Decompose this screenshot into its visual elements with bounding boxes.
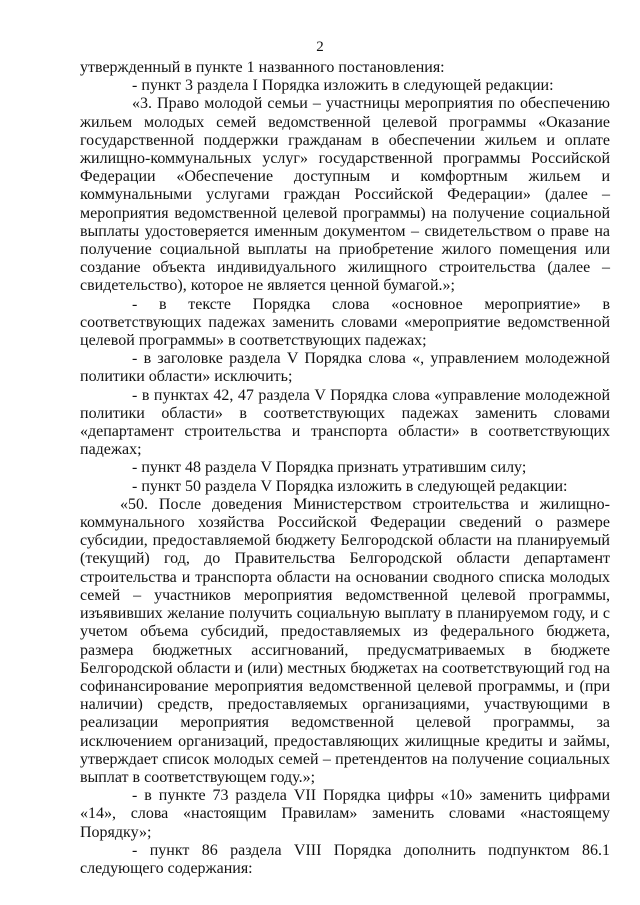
page-number: 2	[316, 39, 324, 55]
paragraph-items-42-47: - в пунктах 42, 47 раздела V Порядка слова «управление молодежной политики области» в соответствующих падежах заменить словами «департамент строительства и транспорта области» в соответствующих падежах;	[80, 386, 610, 459]
paragraph-item-48: - пункт 48 раздела V Порядка признать утратившим силу;	[132, 459, 527, 477]
paragraph-item-50: - пункт 50 раздела V Порядка изложить в следующей редакции:	[132, 477, 568, 495]
paragraph-item-73: - в пункте 73 раздела VII Порядка цифры «10» заменить цифрами «14», слова «настоящим Правилам» заменить словами «настоящему Порядку»;	[80, 787, 610, 841]
paragraph-quote-3: «3. Право молодой семьи – участницы мероприятия по обеспечению жильем молодых семей ведомственной целевой программы «Оказание государственной поддержки гражданам в обеспечении жильем и оплате жилищно-коммунальных услуг» государственной программы Российской Федерации «Обеспечение доступным и комфортным жильем и коммунальными услугами граждан Российской Федерации» (далее – мероприятия ведомственной целевой программы) на получение социальной выплаты удостоверяется именным документом – свидетельством о праве на получение социальной выплаты на приобретение жилого помещения или создание объекта индивидуального жилищного строительства (далее – свидетельство), которое не является ценной бумагой.»;	[80, 95, 610, 295]
paragraph-continuation: утвержденный в пункте 1 названного постановления:	[80, 59, 445, 76]
paragraph-item-3: - пункт 3 раздела I Порядка изложить в следующей редакции:	[132, 77, 554, 95]
paragraph-item-86: - пункт 86 раздела VIII Порядка дополнить подпунктом 86.1 следующего содержания:	[80, 841, 610, 877]
paragraph-heading-v: - в заголовке раздела V Порядка слова «, управлением молодежной политики области» исключить;	[80, 350, 610, 386]
document-body	[80, 59, 610, 878]
paragraph-quote-50: «50. После доведения Министерством строительства и жилищно-коммунального хозяйства Российской Федерации сведений о размере субсидии, предоставляемой бюджету Белгородской области на планируемый (текущий) год, до Правительства Белгородской области департамент строительства и транспорта области на основании сводного списка молодых семей – участников мероприятия ведомственной целевой программы, изъявивших желание получить социальную выплату в планируемом году, и с учетом объема субсидий, предоставляемых из федерального бюджета, размера бюджетных ассигнований, предусматриваемых в бюджете Белгородской области и (или) местных бюджетах на соответствующий год на софинансирование мероприятия ведомственной целевой программы, и (при наличии) средств, предоставляемых организациями, участвующими в реализации мероприятия ведомственной целевой программы, за исключением организаций, предоставляющих жилищные кредиты и займы, утверждает список молодых семей – претендентов на получение социальных выплат в соответствующем году.»;	[80, 495, 610, 786]
paragraph-replace-words: - в тексте Порядка слова «основное мероприятие» в соответствующих падежах заменить словами «мероприятие ведомственной целевой программы» в соответствующих падежах;	[80, 295, 610, 350]
